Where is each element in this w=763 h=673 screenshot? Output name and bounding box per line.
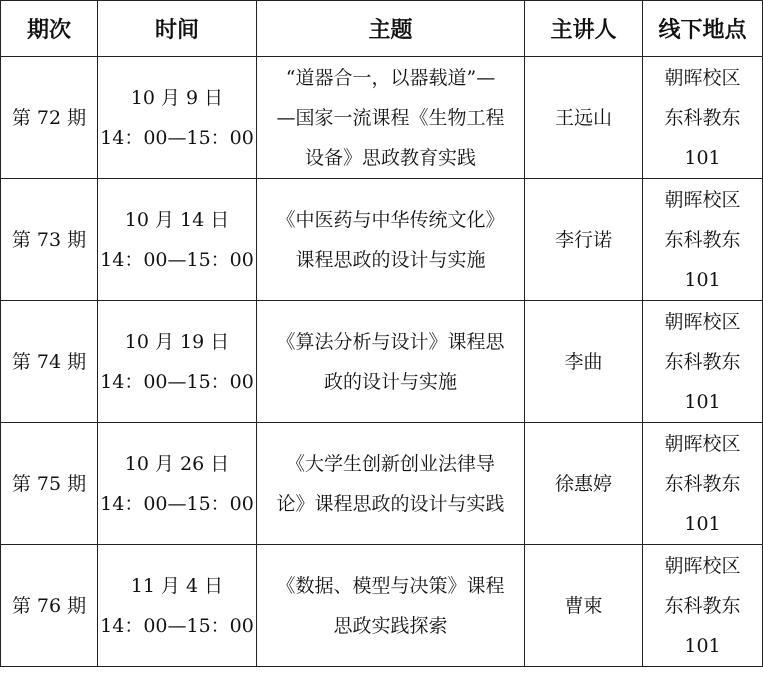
date-text: 11 月 4 日	[130, 574, 224, 597]
topic-line: 《中医药与中华传统文化》	[276, 208, 505, 231]
venue-cell	[643, 423, 763, 545]
header-venue: 线下地点	[643, 1, 763, 57]
topic-line: 《大学生创新创业法律导	[285, 452, 495, 475]
venue-line: 朝晖校区	[664, 310, 741, 333]
topic-cell	[257, 423, 525, 545]
venue-line: 东科教东	[664, 472, 741, 495]
topic-line: —国家一流课程《生物工程	[276, 106, 505, 129]
header-speaker: 主讲人	[525, 1, 643, 57]
date-text: 10 月 14 日	[124, 208, 230, 231]
topic-line: 《数据、模型与决策》课程	[276, 574, 505, 597]
session-cell: 第 72 期	[1, 57, 98, 179]
header-time: 时间	[98, 1, 257, 57]
table-row	[1, 179, 763, 301]
header-topic: 主题	[257, 1, 525, 57]
table-row	[1, 545, 763, 667]
venue-line: 朝晖校区	[664, 554, 741, 577]
time-cell	[98, 301, 257, 423]
venue-line: 101	[684, 634, 721, 657]
date-text: 10 月 19 日	[124, 330, 230, 353]
time-cell	[98, 179, 257, 301]
venue-line: 东科教东	[664, 106, 741, 129]
speaker-cell: 曹柬	[525, 545, 643, 667]
time-cell	[98, 57, 257, 179]
session-cell: 第 76 期	[1, 545, 98, 667]
topic-line: 思政实践探索	[333, 614, 448, 637]
speaker-cell: 徐惠婷	[525, 423, 643, 545]
time-cell	[98, 423, 257, 545]
table-row	[1, 57, 763, 179]
time-text: 14：00—15：00	[100, 248, 254, 271]
time-text: 14：00—15：00	[100, 492, 254, 515]
session-cell: 第 74 期	[1, 301, 98, 423]
header-session: 期次	[1, 1, 98, 57]
topic-line: 设备》思政教育实践	[304, 146, 476, 169]
topic-cell	[257, 179, 525, 301]
session-cell: 第 75 期	[1, 423, 98, 545]
venue-cell	[643, 301, 763, 423]
topic-cell	[257, 57, 525, 179]
venue-line: 东科教东	[664, 350, 741, 373]
venue-line: 东科教东	[664, 594, 741, 617]
venue-line: 101	[684, 512, 721, 535]
venue-line: 101	[684, 268, 721, 291]
topic-line: 课程思政的设计与实施	[295, 248, 486, 271]
date-text: 10 月 26 日	[124, 452, 230, 475]
time-text: 14：00—15：00	[100, 126, 254, 149]
topic-cell	[257, 545, 525, 667]
header-row	[1, 1, 763, 57]
topic-line: 政的设计与实施	[323, 370, 457, 393]
venue-line: 朝晖校区	[664, 66, 741, 89]
time-text: 14：00—15：00	[100, 614, 254, 637]
table-row	[1, 423, 763, 545]
time-text: 14：00—15：00	[100, 370, 254, 393]
venue-cell	[643, 57, 763, 179]
venue-line: 朝晖校区	[664, 188, 741, 211]
topic-line: 《算法分析与设计》课程思	[276, 330, 505, 353]
venue-cell	[643, 179, 763, 301]
speaker-cell: 王远山	[525, 57, 643, 179]
session-cell: 第 73 期	[1, 179, 98, 301]
venue-line: 101	[684, 390, 721, 413]
venue-line: 东科教东	[664, 228, 741, 251]
topic-line: 论》课程思政的设计与实践	[276, 492, 505, 515]
speaker-cell: 李曲	[525, 301, 643, 423]
topic-line: “道器合一，以器载道”—	[285, 66, 496, 89]
date-text: 10 月 9 日	[130, 86, 224, 109]
table-row	[1, 301, 763, 423]
venue-line: 朝晖校区	[664, 432, 741, 455]
speaker-cell: 李行诺	[525, 179, 643, 301]
time-cell	[98, 545, 257, 667]
venue-cell	[643, 545, 763, 667]
topic-cell	[257, 301, 525, 423]
venue-line: 101	[684, 146, 721, 169]
